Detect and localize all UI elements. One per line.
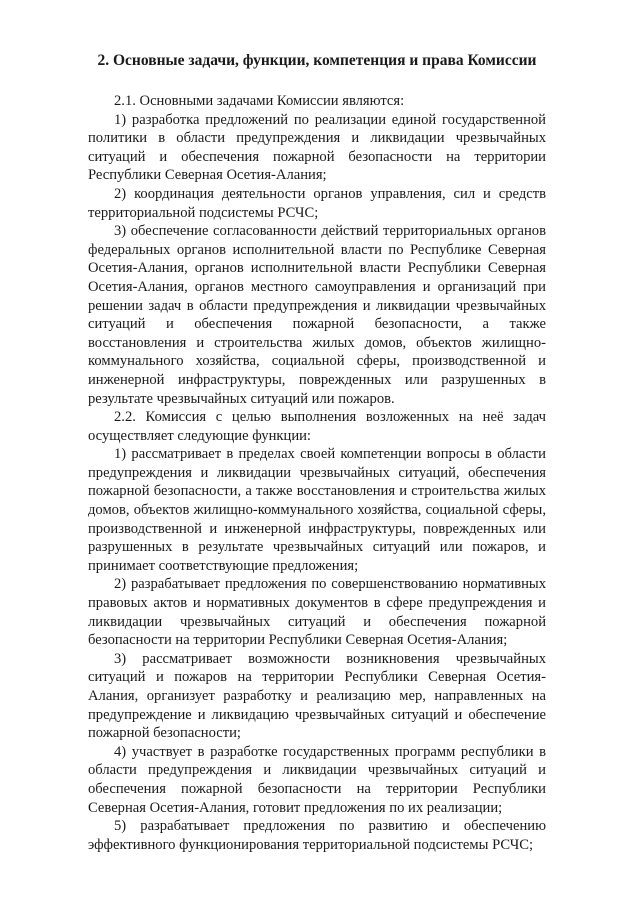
paragraph-function-3: 3) рассматривает возможности возникновения чрезвычайных ситуаций и пожаров на территории Республики Северная Осетия-Алания, организует разработку и реализацию мер, направленных на предупреждение и ликвидацию чрезвычайных ситуаций и обеспечение пожарной безопасности;	[88, 650, 546, 742]
paragraph-function-2: 2) разрабатывает предложения по совершенствованию нормативных правовых актов и нормативных документов в сфере предупреждения и ликвидации чрезвычайных ситуаций и обеспечения пожарной безопасности на территории Республики Северная Осетия-Алания;	[88, 576, 546, 649]
section-heading: 2. Основные задачи, функции, компетенция и права Комиссии	[97, 52, 537, 69]
paragraph-function-4: 4) участвует в разработке государственных программ республики в области предупреждения и ликвидации чрезвычайных ситуаций и обеспечения пожарной безопасности на территории Республики Северная Осетия-Алания, готовит предложения по их реализации;	[88, 743, 546, 816]
paragraph-task-3: 3) обеспечение согласованности действий территориальных органов федеральных органов исполнительной власти по Республике Северная Осетия-Алания, органов исполнительной власти Республики Северная Осетия-Алания, органов местного самоуправления и организаций при решении задач в области предупреждения и ликвидации чрезвычайных ситуаций и обеспечения пожарной безопасности, а также восстановления и строительства жилых домов, объектов жилищно-коммунального хозяйства, социальной сферы, производственной и инженерной инфраструктуры, поврежденных или разрушенных в результате чрезвычайных ситуаций или пожаров.	[88, 223, 546, 407]
paragraph-task-2: 2) координация деятельности органов управления, сил и средств территориальной подсистемы РСЧС;	[88, 185, 546, 221]
paragraph-2-2: 2.2. Комиссия с целью выполнения возложенных на неё задач осуществляет следующие функции:	[88, 409, 546, 444]
paragraph-function-5: 5) разрабатывает предложения по развитию и обеспечению эффективного функционирования территориальной подсистемы РСЧС;	[88, 818, 546, 853]
paragraph-2-1: 2.1. Основными задачами Комиссии являются:	[114, 93, 405, 109]
document-page	[88, 52, 546, 854]
paragraph-function-1: 1) рассматривает в пределах своей компетенции вопросы в области предупреждения и ликвидации чрезвычайных ситуаций, обеспечения пожарной безопасности, а также восстановления и строительства жилых домов, объектов жилищно-коммунального хозяйства, социальной сферы, производственной и инженерной инфраструктуры, поврежденных или разрушенных в результате чрезвычайных ситуаций или пожаров, и принимает соответствующие предложения;	[88, 446, 546, 574]
paragraph-task-1: 1) разработка предложений по реализации единой государственной политики в области предупреждения и ликвидации чрезвычайных ситуаций и обеспечения пожарной безопасности на территории Республики Северная Осетия-Алания;	[88, 111, 546, 184]
